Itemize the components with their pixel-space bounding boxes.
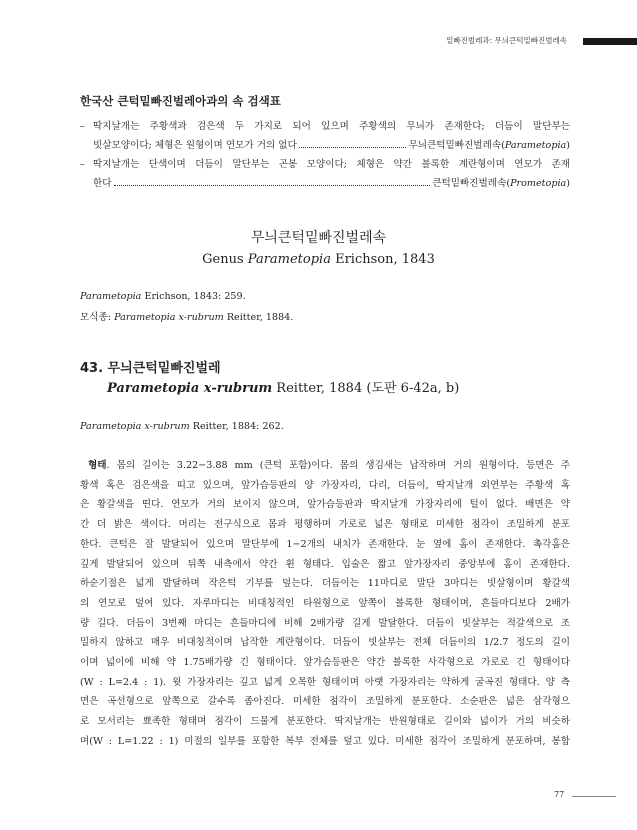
key-entry-result (408, 136, 570, 155)
key-leader-dots (299, 147, 407, 148)
genus-prefix: Genus (202, 252, 248, 267)
key-entry-1 (80, 117, 570, 155)
key-entry-text: 빗살모양이다; 체형은 원형이며 연모가 거의 없다 (93, 140, 297, 151)
key-entry-result (432, 174, 570, 193)
description-line: 간 더 밝은 색이다. 머리는 전구식으로 몸과 평행하며 가로로 넓은 형태로 미세한 점각이 조밀하게 분포 (80, 519, 570, 531)
running-header (0, 36, 637, 48)
description-line: 량 길다. 더듬이 3번째 마디는 흔들마디에 비해 2배가량 길게 발달한다. 더듬이 빗살부는 적갈색으로 조 (80, 617, 570, 629)
key-result-genus: Parametopia (504, 140, 567, 151)
species-citation-rest: Reitter, 1884: 262. (189, 421, 284, 432)
species-heading: 43. 무늬큰턱밑빠진벌레 (80, 361, 221, 376)
key-entry-dash: – (80, 159, 85, 170)
description-line: 이며 넓이에 비해 약 1.75배가량 긴 형태이다. 앞가슴등판은 약간 볼록한 사각형으로 가로로 긴 형태이다 (80, 657, 570, 669)
key-entry-result-line (93, 174, 570, 193)
description-term: 형태 (88, 460, 107, 471)
genus-citation-rest: Erichson, 1843: 259. (141, 291, 246, 302)
species-citation (80, 420, 284, 433)
species-scientific-name: Parametopia x-rubrum (107, 381, 273, 396)
key-leader-dots (114, 185, 431, 186)
key-title: 한국산 큰턱밑빠진벌레아과의 속 검색표 (80, 94, 281, 108)
species-citation-name: Parametopia x-rubrum (80, 421, 190, 432)
key-result-genus: Prometopia (510, 178, 567, 189)
description-line: 깊게 발달되어 있으며 뒤쪽 내측에서 약간 휜 형태다. 입술은 짧고 앞가장자리 중앙부에 홈이 존재한다. (80, 558, 570, 570)
description-line: 면은 곡선형으로 앞쪽으로 갈수록 좁아진다. 미세한 점각이 조밀하게 분포한다. 소순판은 넓은 삼각형으 (80, 696, 570, 708)
key-entry-2 (80, 155, 570, 193)
species-plate-ref: (도판 6-42a, b) (362, 381, 460, 396)
type-species (80, 311, 293, 324)
description-line: 의 연모로 덮여 있다. 자루마디는 비대칭적인 타원형으로 앞쪽이 볼록한 형태이며, 흔들마디보다 2배가 (80, 597, 570, 609)
description-line: 며(W : L=1.22 : 1) 미절의 일부를 포함한 복부 전체를 덮고 있다. 미세한 점각이 조밀하게 분포하며, 봉합 (80, 735, 570, 747)
description (80, 456, 570, 752)
genus-title-korean: 무늬큰턱밑빠진벌레속 (250, 230, 387, 246)
running-header-text: 밑빠진벌레과: 무늬큰턱밑빠진벌레속 (446, 36, 567, 45)
key-result-close: ) (566, 178, 570, 189)
genus-citation (80, 290, 246, 303)
running-header-bar (583, 38, 637, 45)
type-species-prefix: 모식종: (80, 312, 115, 323)
key-entry-result-line (93, 136, 570, 155)
description-line: 로 모서리는 뾰족한 형태며 점각이 드물게 분포한다. 딱지날개는 반원형태로 길이와 넓이가 거의 비슷하 (80, 716, 570, 728)
description-line: 하순기절은 넓게 발달하며 작은턱 기부를 덮는다. 더듬이는 11마디로 말단 3마디는 빗살형이며 황갈색 (80, 578, 570, 590)
key-entry-dash: – (80, 121, 85, 132)
page-number-rule (572, 796, 616, 797)
species-scientific-line (107, 380, 459, 397)
description-line: 한다. 큰턱은 잘 발달되어 있으며 말단부에 1−2개의 내치가 존재한다. 눈 옆에 홈이 존재한다. 촉각홈은 (80, 538, 570, 550)
key-result-korean: 무늬큰턱밑빠진벌레속( (408, 140, 505, 151)
description-line: 은 황갈색을 띤다. 연모가 거의 보이지 않으며, 앞가슴등판과 딱지날개 가장자리에 털이 없다. 배면은 약 (80, 499, 570, 511)
description-first-text: . 몸의 길이는 3.22−3.88 mm (큰턱 포함)이다. 몸의 생김새는 납작하며 거의 원형이다. 등면은 주 (106, 460, 570, 471)
description-line: 밀하지 않하고 매우 비대칭적이며 납작한 계란형이다. 더듬이 빗살부는 전체 더듬이의 1/2.7 정도의 길이 (80, 637, 570, 649)
key-result-close: ) (566, 140, 570, 151)
key-entry-text: 한다 (93, 178, 112, 189)
identification-key (80, 117, 570, 193)
description-line (80, 456, 570, 476)
genus-name: Parametopia (247, 252, 331, 267)
key-entry-line: 딱지날개는 주황색과 검은색 두 가지로 되어 있으며 주황색의 무늬가 존재한다; 더듬이 말단부는 (93, 121, 570, 132)
genus-author: Erichson, 1843 (330, 252, 435, 267)
page-number: 77 (554, 790, 565, 799)
genus-title-latin (0, 251, 637, 268)
description-line: (W : L=2.4 : 1). 윗 가장자리는 깊고 넓게 오목한 형태이며 아랫 가장자리는 약하게 굴곡진 형태다. 양 측 (80, 676, 570, 688)
genus-citation-name: Parametopia (80, 291, 142, 302)
species-author: Reitter, 1884 (272, 381, 363, 396)
key-entry-line: 딱지날개는 단색이며 더듬이 말단부는 곤봉 모양이다; 체형은 약간 볼록한 계란형이며 연모가 존재 (93, 159, 570, 170)
key-result-korean: 큰턱밑빠진벌레속( (432, 178, 511, 189)
type-species-name: Parametopia x-rubrum (114, 312, 224, 323)
type-species-rest: Reitter, 1884. (223, 312, 294, 323)
description-line: 황색 혹은 검은색을 띠고 있으며, 앞가슴등판의 양 가장자리, 다리, 더듬이, 딱지날개 외연부는 주황색 혹 (80, 479, 570, 491)
